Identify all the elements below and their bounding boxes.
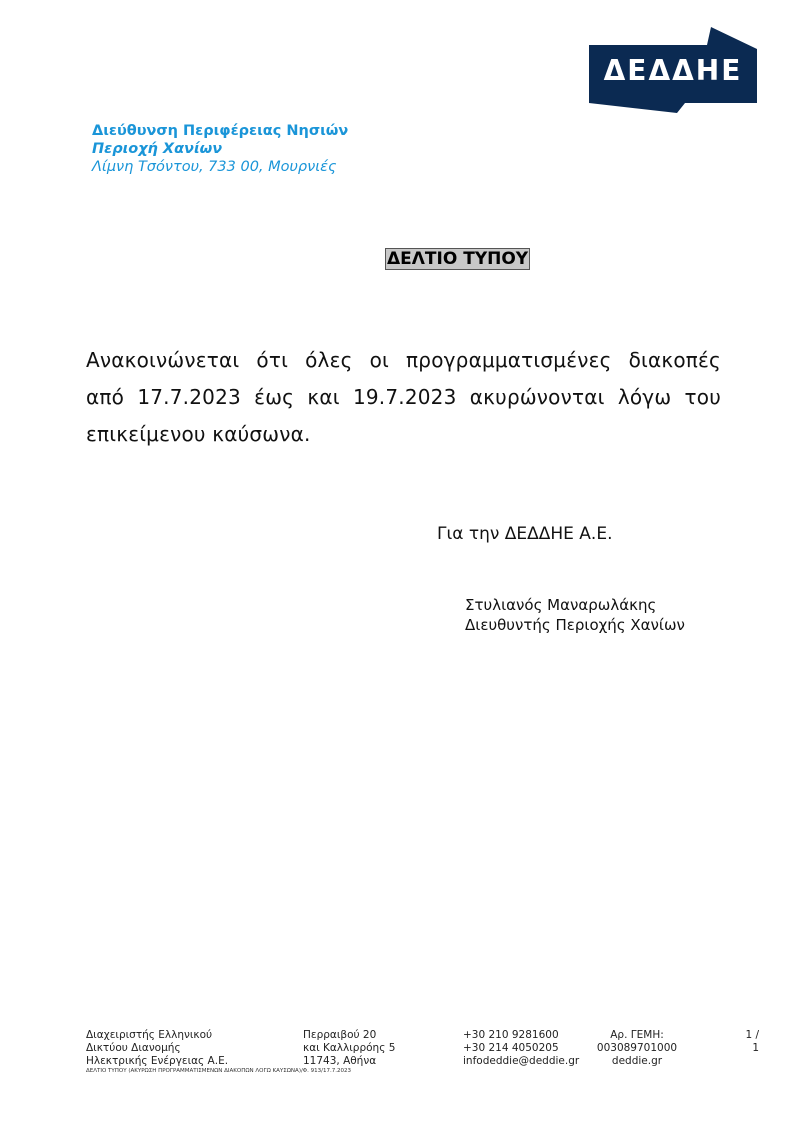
signer-role: Διευθυντής Περιοχής Χανίων bbox=[465, 616, 685, 634]
footer-address bbox=[303, 1029, 395, 1068]
document-reference: ΔΕΛΤΙΟ ΤΥΠΟΥ (ΑΚΥΡΩΣΗ ΠΡΟΓΡΑΜΜΑΤΙΣΜΕΝΩΝ ΔΙΑΚΟΠΩΝ ΛΟΓΩ ΚΑΥΣΩΝΑ)/Φ. 913/17.7.2023 bbox=[86, 1068, 351, 1074]
document-title: ΔΕΛΤΙΟ ΤΥΠΟΥ bbox=[387, 249, 529, 269]
announcement-body bbox=[86, 342, 721, 453]
footer-registry-number: 003089701000 bbox=[596, 1042, 678, 1054]
footer-company bbox=[86, 1029, 228, 1068]
footer-company-line: Ηλεκτρικής Ενέργειας Α.Ε. bbox=[86, 1055, 229, 1067]
footer-registry-label: Αρ. ΓΕΜΗ: bbox=[610, 1029, 664, 1041]
footer-address-line: και Καλλιρρόης 5 bbox=[303, 1042, 396, 1054]
page-number-current: 1 / bbox=[745, 1029, 759, 1041]
sender-block bbox=[92, 122, 348, 176]
sender-directorate: Διεύθυνση Περιφέρειας Νησιών bbox=[92, 123, 349, 139]
signoff: Για την ΔΕΔΔΗΕ Α.Ε. bbox=[437, 524, 613, 544]
footer-company-line: Δικτύου Διανομής bbox=[86, 1042, 181, 1054]
footer-email: infodeddie@deddie.gr bbox=[463, 1055, 580, 1067]
body-line-1: Ανακοινώνεται ότι όλες οι προγραμματισμένες διακοπές bbox=[86, 348, 721, 372]
footer-company-line: Διαχειριστής Ελληνικού bbox=[86, 1029, 213, 1041]
footer-address-line: Περραιβού 20 bbox=[303, 1029, 377, 1041]
footer-address-line: 11743, Αθήνα bbox=[303, 1055, 377, 1067]
footer-page-number bbox=[742, 1029, 759, 1055]
signer-name: Στυλιανός Μαναρωλάκης bbox=[465, 596, 657, 614]
deddie-logo bbox=[589, 27, 757, 113]
sender-area: Περιοχή Χανίων bbox=[92, 141, 223, 157]
page-number-total: 1 bbox=[752, 1042, 759, 1054]
body-line-3: επικείμενου καύσωνα. bbox=[86, 422, 311, 446]
footer-website: deddie.gr bbox=[611, 1055, 663, 1067]
signer-block bbox=[465, 595, 685, 635]
footer-contact bbox=[463, 1029, 579, 1068]
footer-phone-1: +30 210 9281600 bbox=[463, 1029, 559, 1041]
footer-registry bbox=[596, 1029, 678, 1068]
body-line-2: από 17.7.2023 έως και 19.7.2023 ακυρώνονται λόγω του bbox=[86, 385, 721, 409]
logo-text: ΔΕΔΔΗΕ bbox=[603, 54, 743, 87]
sender-address: Λίμνη Τσόντου, 733 00, Μουρνιές bbox=[92, 159, 337, 175]
footer-phone-2: +30 214 4050205 bbox=[463, 1042, 559, 1054]
